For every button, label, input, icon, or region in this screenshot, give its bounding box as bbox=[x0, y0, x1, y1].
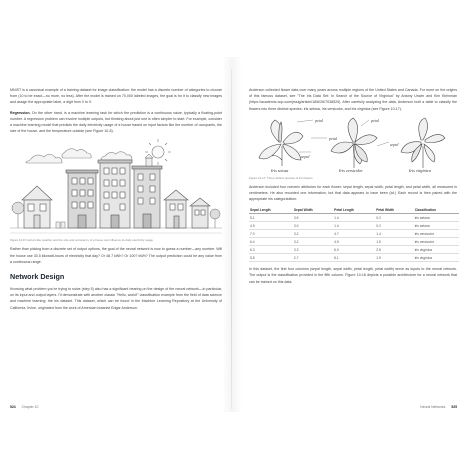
iris-data-table bbox=[249, 206, 459, 262]
figure-caption-10-8: Figure 10-8: Factors like weather and the size and occupancy of a house can influence its daily electricity usage bbox=[10, 238, 154, 243]
section-heading-network-design: Network Design bbox=[10, 272, 65, 282]
paragraph-anderson: Anderson collected flower data over many years across multiple regions of the United States and Canada. For more on the origins of this famous dataset, see "The Iris Data Set: In Search of the Source of Virginica" by Antony Unwin and Kim Kleinman (https://academic.oup.com/jrssig/article/18/6/26/7038520). After carefully analyzing the data, Anderson built a table to classify the flowers into three distinct species: iris setosa, iris versicolor, and iris virginica (see Figure 10-17). bbox=[249, 88, 457, 111]
table-cell: 1.4 bbox=[333, 222, 375, 230]
label-sepal-2: sepal bbox=[301, 153, 310, 159]
table-cell: iris versicolor bbox=[414, 230, 459, 238]
table-cell: 5.8 bbox=[249, 254, 293, 262]
table-cell: 2.7 bbox=[293, 254, 333, 262]
table-row bbox=[249, 214, 459, 222]
table-cell: 2.5 bbox=[375, 246, 413, 254]
header-petal-width: Petal Width bbox=[375, 206, 413, 213]
page-number: 524 bbox=[10, 405, 16, 409]
paragraph-inputs-outputs: In this dataset, the first four columns (sepal length, sepal width, petal length, petal width) serve as inputs to the neural network. The output is the classification provided in the fifth column. Figure 10-18 depicts a possible architecture for a neural network that can be trained on this data. bbox=[249, 267, 457, 284]
figure-caption-10-17: Figure 10-17: Three distinct species of iris flowers bbox=[249, 175, 313, 180]
paragraph-attributes: Anderson included four numeric attributes for each flower: sepal length, sepal width, petal length, and petal width, all measured in centimeters. He also recorded one information, but that data appears to have been (lol.) Each record is then paired with the appropriate iris categorization: bbox=[249, 184, 457, 202]
book-spread bbox=[0, 57, 465, 412]
table-cell: 3.2 bbox=[293, 238, 333, 246]
chapter-label: Chapter 10 bbox=[21, 405, 39, 409]
table-row bbox=[249, 230, 459, 238]
table-cell: iris virginica bbox=[414, 254, 459, 262]
table-cell: 4.7 bbox=[333, 230, 375, 238]
left-page bbox=[0, 57, 232, 412]
table-cell: 7.0 bbox=[249, 230, 293, 238]
label-iris-setosa: Iris setosa bbox=[271, 167, 289, 173]
table-cell: iris virginica bbox=[414, 246, 459, 254]
right-page-footer bbox=[420, 405, 457, 409]
paragraph-mnist: MNIST is a canonical example of a training dataset for image classification: the model has a discrete number of categories to choose from (10 to be exact—no more, no less). After the model is trained on 70,000 labeled images, the goal is for it to classify new images and assign the appropriate label, a digit from 0 to 9. bbox=[10, 88, 222, 105]
table-row bbox=[249, 254, 459, 262]
table-cell: 5.1 bbox=[249, 214, 293, 222]
header-petal-length: Petal Length bbox=[333, 206, 375, 213]
table-row bbox=[249, 222, 459, 230]
table-cell: iris versicolor bbox=[414, 238, 459, 246]
table-cell: 1.4 bbox=[375, 230, 413, 238]
table-cell: 6.0 bbox=[333, 246, 375, 254]
table-cell: 3.0 bbox=[293, 222, 333, 230]
table-cell: 3.2 bbox=[293, 230, 333, 238]
page-number: 525 bbox=[451, 405, 457, 409]
table-cell: 3.3 bbox=[293, 246, 333, 254]
regression-term: Regression. bbox=[10, 110, 31, 115]
paragraph-continuous-output: Rather than picking from a discrete set of output options, the goal of the neural network is now to guess a number—any number. Will the house use 30.5 kilowatt-hours of electricity that day? Or 48.7 kWh? Or 100? kWh? The output prediction could be any value from a continuous range. bbox=[10, 247, 222, 264]
label-iris-virginica: Iris virginica bbox=[409, 167, 431, 173]
city-illustration bbox=[10, 138, 222, 236]
header-sepal-width: Sepal Width bbox=[293, 206, 333, 213]
table-row bbox=[249, 246, 459, 254]
table-cell: 6.3 bbox=[249, 246, 293, 254]
table-cell: 1.5 bbox=[375, 238, 413, 246]
label-iris-versicolor: Iris versicolor bbox=[339, 167, 363, 173]
paragraph-regression bbox=[10, 110, 222, 135]
table-cell: 6.4 bbox=[249, 238, 293, 246]
table-cell: 3.5 bbox=[293, 214, 333, 222]
table-cell: 4.5 bbox=[333, 238, 375, 246]
label-sepal-1: sepal bbox=[390, 141, 399, 147]
left-page-footer bbox=[10, 405, 38, 409]
table-cell: iris setosa bbox=[414, 214, 459, 222]
table-row bbox=[249, 238, 459, 246]
regression-text: On the other hand, is a machine learning task for which the prediction is a continuous value, typically a floating-point number. A regression problem can involve multiple outputs, but thinking about just one is often simpler to start. For example, consider a machine learning model that predicts the daily electricity usage of a house based on input factors like the number of occupants, the size of the house, and the temperature outside (see Figure 10-8). bbox=[10, 110, 222, 134]
right-page bbox=[233, 57, 465, 412]
table-cell: 1.4 bbox=[333, 214, 375, 222]
label-petal-1: petal bbox=[315, 117, 323, 123]
table-cell: 0.2 bbox=[375, 214, 413, 222]
paragraph-iris-intro: Knowing what problem you're trying to solve (step 5) also has a significant bearing on the design of the neural network—in particular, on its input and output layers. I'll demonstrate with another classic "Hello, world!" classification example from the field of data science and machine learning: the iris dataset. This dataset, which can be found in the Machine Learning Repository at the University of California, Irvine, originated from the work of American botanist Edgar Anderson. bbox=[10, 287, 222, 310]
header-sepal-length: Sepal Length bbox=[249, 206, 293, 213]
table-header-row bbox=[249, 206, 459, 213]
table-cell: 1.9 bbox=[375, 254, 413, 262]
label-petal-3: petal bbox=[371, 117, 379, 123]
chapter-label: Neural Networks bbox=[420, 405, 446, 409]
table-cell: 5.1 bbox=[333, 254, 375, 262]
table-cell: iris setosa bbox=[414, 222, 459, 230]
header-classification: Classification bbox=[414, 206, 459, 213]
table-cell: 0.2 bbox=[375, 222, 413, 230]
label-petal-2: petal bbox=[329, 135, 337, 141]
table-cell: 4.9 bbox=[249, 222, 293, 230]
iris-flowers-illustration bbox=[249, 116, 459, 174]
